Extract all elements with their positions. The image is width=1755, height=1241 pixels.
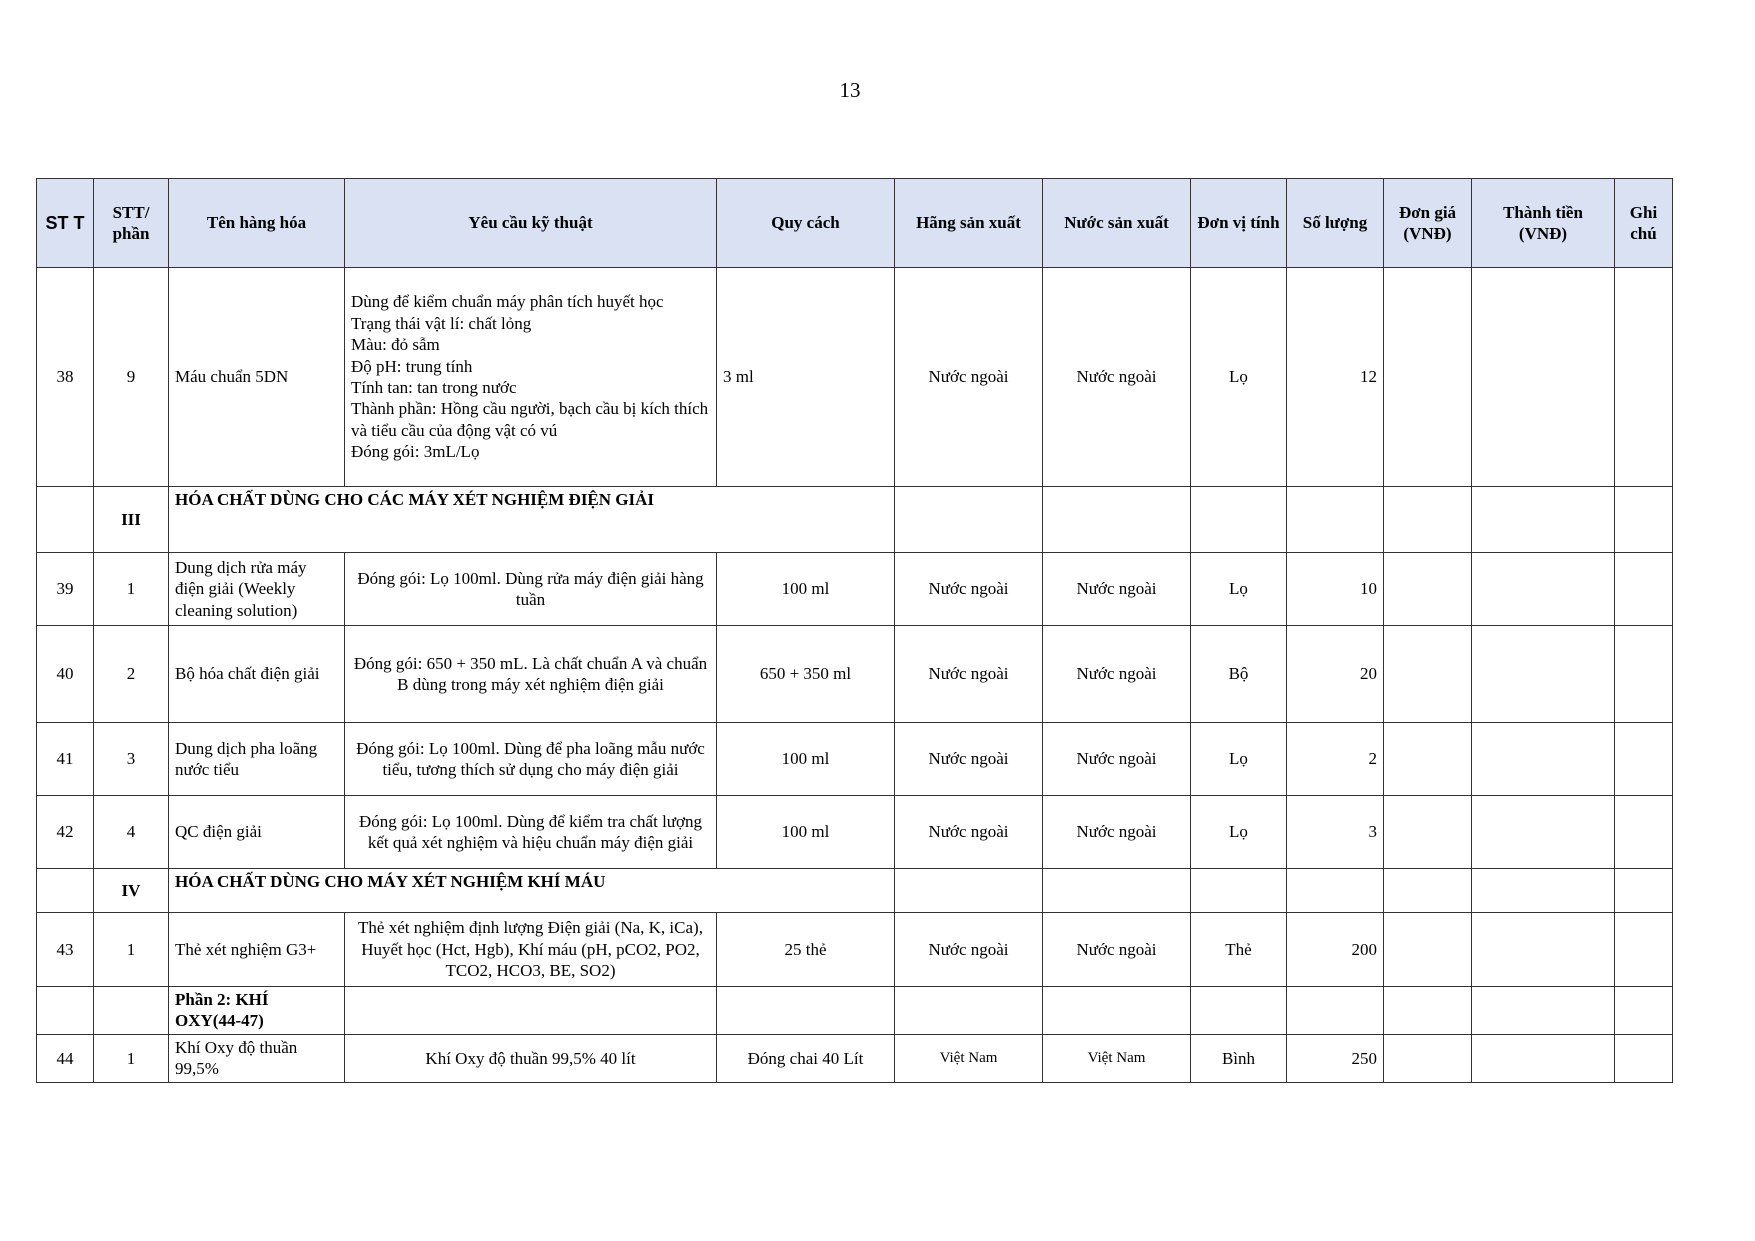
cell-note	[1615, 796, 1673, 869]
cell-name: Thẻ xét nghiệm G3+	[169, 913, 345, 987]
cell-part: 1	[94, 553, 169, 626]
cell-note	[1615, 723, 1673, 796]
cell-part: 1	[94, 913, 169, 987]
cell-total	[1472, 553, 1615, 626]
header-unit: Đơn vị tính	[1191, 179, 1287, 268]
cell-total	[1472, 913, 1615, 987]
table-row	[37, 723, 1673, 796]
header-name: Tên hàng hóa	[169, 179, 345, 268]
cell-unit: Lọ	[1191, 796, 1287, 869]
cell-country: Nước ngoài	[1043, 553, 1191, 626]
cell-country: Việt Nam	[1043, 1034, 1191, 1082]
cell-qty: 12	[1287, 268, 1384, 487]
cell-unit	[1287, 869, 1384, 913]
cell-spec	[345, 268, 717, 487]
table-row	[37, 1034, 1673, 1082]
goods-table	[36, 178, 1673, 1083]
cell-spec	[345, 987, 717, 1035]
cell-packing: 650 + 350 ml	[717, 626, 895, 723]
cell-maker: Nước ngoài	[895, 626, 1043, 723]
cell-packing: 3 ml	[717, 268, 895, 487]
spec-line: Dùng để kiểm chuẩn máy phân tích huyết học	[351, 292, 664, 312]
cell-unit-price	[1384, 987, 1472, 1035]
cell-maker	[1043, 869, 1191, 913]
cell-packing	[717, 987, 895, 1035]
cell-spec: Thẻ xét nghiệm định lượng Điện giải (Na, K, iCa), Huyết học (Hct, Hgb), Khí máu (pH, pCO2, PO2, TCO2, HCO3, BE, SO2)	[345, 913, 717, 987]
cell-unit	[1191, 987, 1287, 1035]
cell-spec: Đóng gói: Lọ 100ml. Dùng để kiểm tra chất lượng kết quả xét nghiệm và hiệu chuẩn máy điện giải	[345, 796, 717, 869]
section-row	[37, 869, 1673, 913]
cell-country: Nước ngoài	[1043, 913, 1191, 987]
cell-note	[1615, 553, 1673, 626]
spec-line: Trạng thái vật lí: chất lỏng	[351, 313, 532, 333]
cell-part	[94, 987, 169, 1035]
section-row	[37, 487, 1673, 553]
table-row	[37, 913, 1673, 987]
cell-unit-price	[1384, 723, 1472, 796]
cell-note	[1615, 268, 1673, 487]
cell-qty: 200	[1287, 913, 1384, 987]
cell-total	[1472, 268, 1615, 487]
cell-stt: 42	[37, 796, 94, 869]
header-country: Nước sản xuất	[1043, 179, 1191, 268]
cell-total	[1472, 987, 1615, 1035]
cell-unit-price	[1384, 913, 1472, 987]
table-row	[37, 553, 1673, 626]
cell-stt: 40	[37, 626, 94, 723]
header-unit-price: Đơn giá (VNĐ)	[1384, 179, 1472, 268]
cell-qty: 10	[1287, 553, 1384, 626]
header-part: STT/ phần	[94, 179, 169, 268]
header-packing: Quy cách	[717, 179, 895, 268]
cell-packing	[895, 869, 1043, 913]
header-row	[37, 179, 1673, 268]
spec-line: Đóng gói: 3mL/Lọ	[351, 442, 480, 462]
cell-country: Nước ngoài	[1043, 268, 1191, 487]
cell-qty	[1384, 869, 1472, 913]
cell-unit: Bình	[1191, 1034, 1287, 1082]
cell-qty: 3	[1287, 796, 1384, 869]
cell-country: Nước ngoài	[1043, 796, 1191, 869]
cell-name: Máu chuẩn 5DN	[169, 268, 345, 487]
cell-note	[1615, 626, 1673, 723]
header-qty: Số lượng	[1287, 179, 1384, 268]
cell-stt	[37, 869, 94, 913]
cell-unit-price	[1472, 487, 1615, 553]
cell-unit-price	[1384, 268, 1472, 487]
cell-country: Nước ngoài	[1043, 723, 1191, 796]
cell-unit: Bộ	[1191, 626, 1287, 723]
cell-name: Khí Oxy độ thuần 99,5%	[169, 1034, 345, 1082]
cell-packing	[895, 487, 1043, 553]
cell-unit: Thẻ	[1191, 913, 1287, 987]
cell-country	[1043, 987, 1191, 1035]
header-note: Ghi chú	[1615, 179, 1673, 268]
cell-stt: 44	[37, 1034, 94, 1082]
spec-line: Thành phần: Hồng cầu người, bạch cầu bị kích thích và tiểu cầu của động vật có vú	[351, 399, 709, 440]
cell-stt: 38	[37, 268, 94, 487]
spec-line: Màu: đỏ sẫm	[351, 335, 440, 355]
cell-unit: Lọ	[1191, 723, 1287, 796]
section-row	[37, 987, 1673, 1035]
cell-maker: Nước ngoài	[895, 796, 1043, 869]
cell-unit-price	[1384, 1034, 1472, 1082]
cell-maker: Nước ngoài	[895, 913, 1043, 987]
cell-qty: 250	[1287, 1034, 1384, 1082]
cell-name: Dung dịch rửa máy điện giải (Weekly cleaning solution)	[169, 553, 345, 626]
cell-unit: Lọ	[1191, 268, 1287, 487]
section-number: IV	[94, 869, 169, 913]
part-title: Phần 2: KHÍ OXY(44-47)	[169, 987, 345, 1035]
spec-line: Độ pH: trung tính	[351, 356, 473, 376]
table-row	[37, 268, 1673, 487]
cell-spec: Đóng gói: Lọ 100ml. Dùng để pha loãng mẫu nước tiểu, tương thích sử dụng cho máy điện giải	[345, 723, 717, 796]
cell-total	[1472, 1034, 1615, 1082]
cell-total	[1472, 626, 1615, 723]
cell-name: Bộ hóa chất điện giải	[169, 626, 345, 723]
cell-maker: Nước ngoài	[895, 723, 1043, 796]
cell-maker	[895, 987, 1043, 1035]
table-row	[37, 626, 1673, 723]
cell-country: Nước ngoài	[1043, 626, 1191, 723]
cell-country	[1191, 869, 1287, 913]
cell-part: 4	[94, 796, 169, 869]
cell-stt: 39	[37, 553, 94, 626]
cell-part: 1	[94, 1034, 169, 1082]
cell-unit-price	[1384, 553, 1472, 626]
spec-line: Tính tan: tan trong nước	[351, 378, 517, 397]
header-spec: Yêu cầu kỹ thuật	[345, 179, 717, 268]
cell-maker: Nước ngoài	[895, 268, 1043, 487]
cell-stt	[37, 487, 94, 553]
cell-name: Dung dịch pha loãng nước tiểu	[169, 723, 345, 796]
cell-maker	[1043, 487, 1191, 553]
cell-country	[1191, 487, 1287, 553]
cell-stt: 43	[37, 913, 94, 987]
cell-part: 9	[94, 268, 169, 487]
cell-packing: 100 ml	[717, 796, 895, 869]
cell-stt	[37, 987, 94, 1035]
cell-qty: 2	[1287, 723, 1384, 796]
cell-packing: 100 ml	[717, 723, 895, 796]
cell-maker: Việt Nam	[895, 1034, 1043, 1082]
cell-total	[1472, 796, 1615, 869]
cell-note	[1615, 913, 1673, 987]
cell-spec: Khí Oxy độ thuần 99,5% 40 lít	[345, 1034, 717, 1082]
cell-spec: Đóng gói: Lọ 100ml. Dùng rửa máy điện giải hàng tuần	[345, 553, 717, 626]
cell-spec: Đóng gói: 650 + 350 mL. Là chất chuẩn A và chuẩn B dùng trong máy xét nghiệm điện giải	[345, 626, 717, 723]
header-maker: Hãng sản xuất	[895, 179, 1043, 268]
table-row	[37, 796, 1673, 869]
cell-stt: 41	[37, 723, 94, 796]
header-total: Thành tiền (VNĐ)	[1472, 179, 1615, 268]
cell-total	[1472, 723, 1615, 796]
cell-qty: 20	[1287, 626, 1384, 723]
section-title: HÓA CHẤT DÙNG CHO CÁC MÁY XÉT NGHIỆM ĐIỆN GIẢI	[169, 487, 895, 553]
cell-packing: 100 ml	[717, 553, 895, 626]
header-stt: ST T	[37, 179, 94, 268]
cell-unit: Lọ	[1191, 553, 1287, 626]
cell-part: 3	[94, 723, 169, 796]
cell-unit-price	[1472, 869, 1615, 913]
cell-maker: Nước ngoài	[895, 553, 1043, 626]
cell-unit-price	[1384, 626, 1472, 723]
cell-unit	[1287, 487, 1384, 553]
section-number: III	[94, 487, 169, 553]
cell-qty	[1384, 487, 1472, 553]
cell-packing: 25 thẻ	[717, 913, 895, 987]
cell-unit-price	[1384, 796, 1472, 869]
cell-packing: Đóng chai 40 Lít	[717, 1034, 895, 1082]
cell-name: QC điện giải	[169, 796, 345, 869]
cell-part: 2	[94, 626, 169, 723]
section-title: HÓA CHẤT DÙNG CHO MÁY XÉT NGHIỆM KHÍ MÁU	[169, 869, 895, 913]
cell-note	[1615, 1034, 1673, 1082]
cell-qty	[1287, 987, 1384, 1035]
cell-note	[1615, 987, 1673, 1035]
cell-total	[1615, 487, 1673, 553]
cell-total	[1615, 869, 1673, 913]
page-number: 13	[839, 78, 861, 102]
